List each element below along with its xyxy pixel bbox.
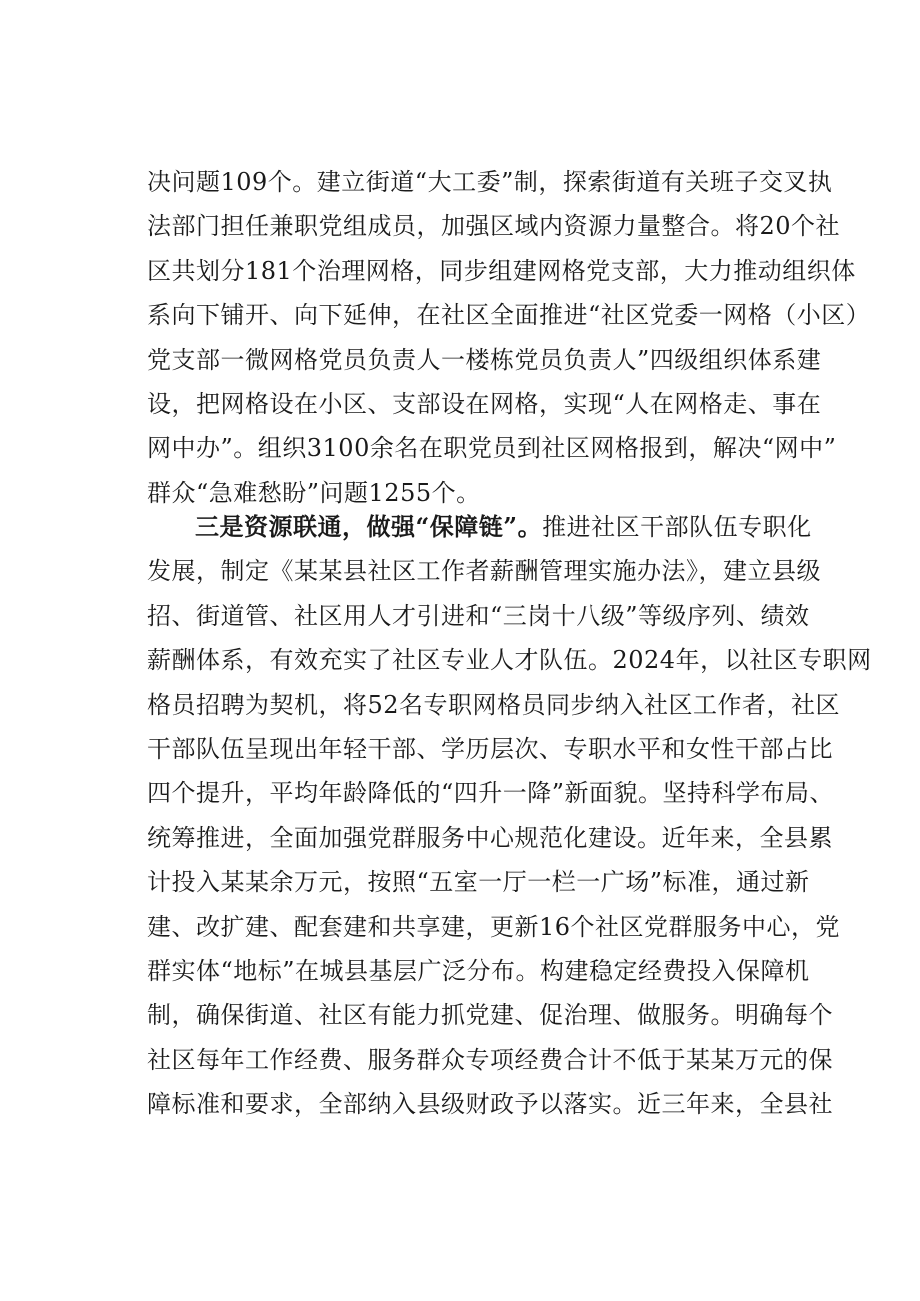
paragraph-2-line: 统筹推进，全面加强党群服务中心规范化建设。近年来，全县累 [147, 823, 833, 852]
paragraph-2-line: 群实体“地标”在城县基层广泛分布。构建稳定经费投入保障机 [147, 956, 810, 985]
section-heading: 三是资源联通，做强“保障链”。 [195, 512, 543, 541]
paragraph-1-line: 法部门担任兼职党组成员，加强区域内资源力量整合。将20个社 [147, 212, 841, 241]
paragraph-1-line: 群众“急难愁盼”问题1255个。 [147, 478, 481, 507]
paragraph-2-line: 薪酬体系，有效充实了社区专业人才队伍。2024年，以社区专职网 [147, 646, 872, 675]
paragraph-1-line: 党支部一微网格党员负责人一楼栋党员负责人”四级组织体系建 [147, 345, 822, 374]
paragraph-2-line: 障标准和要求，全部纳入县级财政予以落实。近三年来，全县社 [147, 1090, 833, 1119]
paragraph-2-line: 制，确保街道、社区有能力抓党建、促治理、做服务。明确每个 [147, 1001, 833, 1030]
paragraph-2-line: 建、改扩建、配套建和共享建，更新16个社区党群服务中心，党 [147, 912, 841, 941]
paragraph-1-line: 设，把网格设在小区、支部设在网格，实现“人在网格走、事在 [147, 389, 822, 418]
paragraph-2-first-line [147, 505, 812, 549]
paragraph-1-line: 区共划分181个治理网格，同步组建网格党支部，大力推动组织体 [147, 256, 856, 285]
paragraph-2-line: 招、街道管、社区用人才引进和“三岗十八级”等级序列、绩效 [147, 601, 810, 630]
paragraph-2-line: 四个提升，平均年龄降低的“四升一降”新面貌。坚持科学布局、 [147, 779, 835, 808]
paragraph-2 [147, 505, 872, 1126]
paragraph-2-line: 计投入某某余万元，按照“五室一厅一栏一广场”标准，通过新 [147, 868, 810, 897]
paragraph-1-line: 系向下铺开、向下延伸，在社区全面推进“社区党委一网格（小区） [147, 301, 871, 330]
paragraph-2-line: 社区每年工作经费、服务群众专项经费合计不低于某某万元的保 [147, 1045, 833, 1074]
paragraph-1-line: 决问题109个。建立街道“大工委”制，探索街道有关班子交叉执 [147, 168, 833, 196]
paragraph-1 [147, 160, 871, 515]
paragraph-2-line: 发展，制定《某某县社区工作者薪酬管理实施办法》，建立县级 [147, 557, 821, 586]
paragraph-2-line: 干部队伍呈现出年轻干部、学历层次、专职水平和女性干部占比 [147, 734, 833, 763]
paragraph-1-line: 网中办”。组织3100余名在职党员到社区网格报到，解决“网中” [147, 434, 837, 463]
paragraph-2-line: 格员招聘为契机，将52名专职网格员同步纳入社区工作者，社区 [147, 690, 841, 719]
paragraph-2-first-line-text: 推进社区干部队伍专职化 [542, 513, 812, 541]
